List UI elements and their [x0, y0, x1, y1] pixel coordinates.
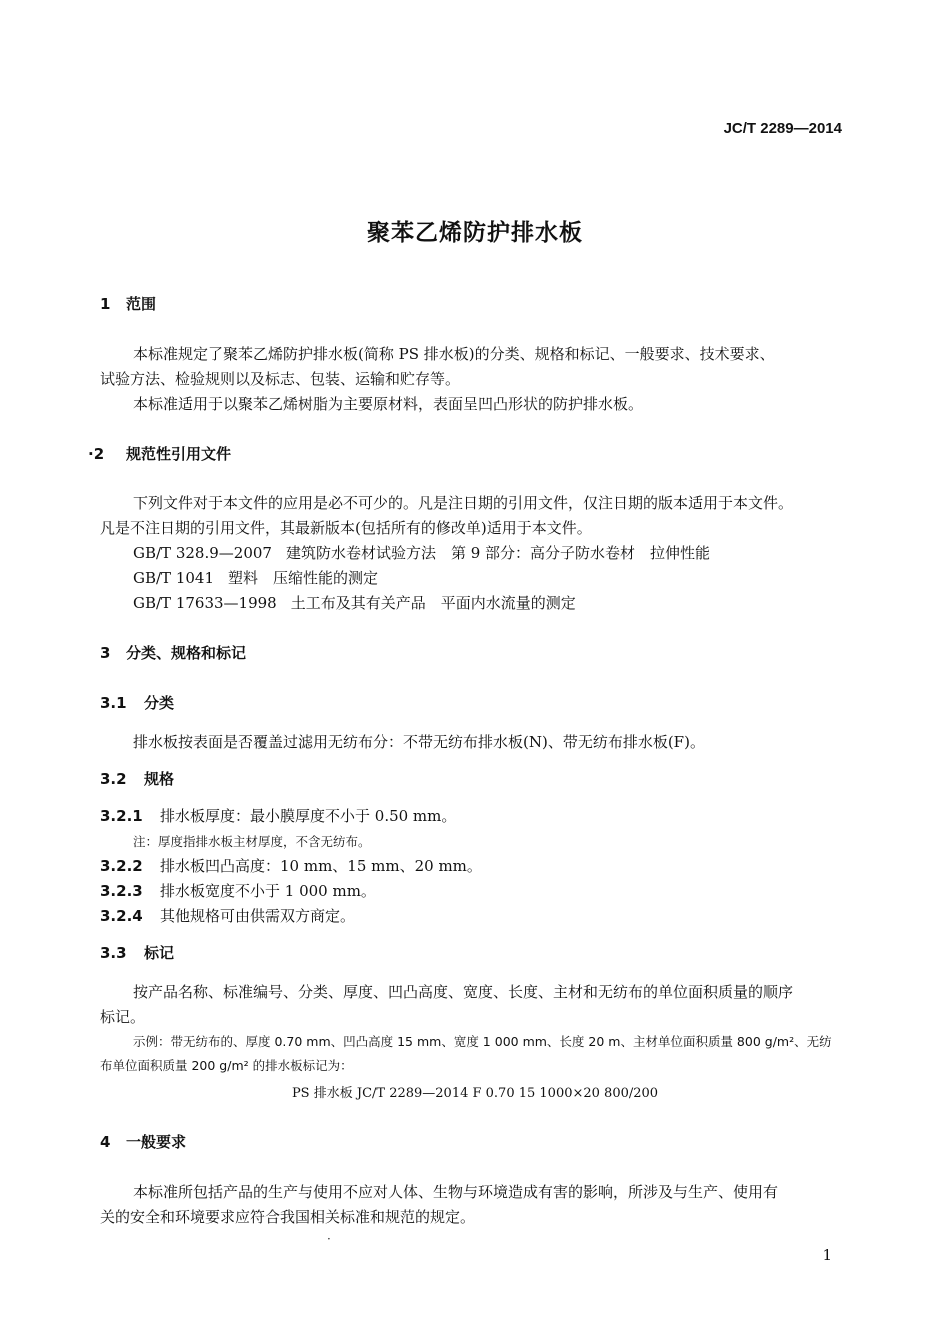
paragraph: 排水板按表面是否覆盖过滤用无纺布分：不带无纺布排水板(N)、带无纺布排水板(F)。 [133, 733, 705, 751]
section-title: 一般要求 [126, 1133, 187, 1151]
clause-text: 其他规格可由供需双方商定。 [160, 907, 356, 925]
section-number: 4 [100, 1133, 111, 1151]
clause-text: 排水板宽度不小于 1 000 mm。 [160, 882, 376, 900]
clause-number: 3.2.1 [100, 807, 143, 825]
section-3-3-heading [100, 942, 174, 963]
section-number: 3.3 [100, 944, 127, 962]
reference-item [133, 567, 378, 588]
clause-text: 排水板厚度：最小膜厚度不小于 0.50 mm。 [160, 807, 457, 825]
standard-code: JC/T 2289—2014 [723, 120, 842, 137]
clause-number: 3.2.4 [100, 907, 143, 925]
section-number: 1 [100, 295, 111, 313]
section-4-heading [100, 1131, 186, 1152]
reference-title: 土工布及其有关产品 平面内水流量的测定 [290, 594, 576, 612]
example-continued: 布单位面积质量 200 g/m² 的排水板标记为： [100, 1058, 353, 1073]
section-title: 分类 [144, 694, 175, 712]
paragraph-continued: 凡是不注日期的引用文件，其最新版本(包括所有的修改单)适用于本文件。 [100, 519, 592, 537]
paragraph: 按产品名称、标准编号、分类、厚度、凹凸高度、宽度、长度、主材和无纺布的单位面积质量的顺序 [133, 983, 794, 1001]
paragraph: 本标准适用于以聚苯乙烯树脂为主要原材料，表面呈凹凸形状的防护排水板。 [133, 395, 644, 413]
section-number: ·2 [88, 445, 105, 463]
spec-item [100, 880, 376, 901]
section-number: 3.1 [100, 694, 127, 712]
reference-code: GB/T 328.9—2007 [133, 544, 272, 562]
paragraph: 下列文件对于本文件的应用是必不可少的。凡是注日期的引用文件，仅注日期的版本适用于本文件。 [133, 494, 794, 512]
reference-code: GB/T 17633—1998 [133, 594, 277, 612]
clause-number: 3.2.2 [100, 857, 143, 875]
section-title: 标记 [144, 944, 175, 962]
section-3-heading [100, 642, 246, 663]
paragraph-continued: 试验方法、检验规则以及标志、包装、运输和贮存等。 [100, 370, 461, 388]
note: 注：厚度指排水板主材厚度，不含无纺布。 [133, 834, 371, 849]
section-1-heading [100, 293, 156, 314]
spec-item [100, 905, 355, 926]
section-title: 范围 [126, 295, 157, 313]
clause-number: 3.2.3 [100, 882, 143, 900]
scan-speck: · [327, 1232, 331, 1246]
section-3-1-heading [100, 692, 174, 713]
paragraph-continued: 标记。 [100, 1008, 146, 1026]
reference-item [133, 592, 576, 613]
section-3-2-heading [100, 768, 174, 789]
marking-example: PS 排水板 JC/T 2289—2014 F 0.70 15 1000×20 800/200 [291, 1086, 659, 1101]
section-title: 分类、规格和标记 [126, 644, 247, 662]
section-title: 规格 [144, 770, 175, 788]
section-number: 3.2 [100, 770, 127, 788]
reference-item [133, 542, 710, 563]
section-number: 3 [100, 644, 111, 662]
reference-title: 塑料 压缩性能的测定 [228, 569, 379, 587]
example: 示例：带无纺布的、厚度 0.70 mm、凹凸高度 15 mm、宽度 1 000 mm、长度 20 m、主材单位面积质量 800 g/m²、无纺 [133, 1034, 832, 1049]
paragraph: 本标准所包括产品的生产与使用不应对人体、生物与环境造成有害的影响，所涉及与生产、使用有 [133, 1183, 779, 1201]
paragraph-continued: 关的安全和环境要求应符合我国相关标准和规范的规定。 [100, 1208, 476, 1226]
document-title: 聚苯乙烯防护排水板 [367, 220, 583, 246]
page-number: 1 [822, 1246, 832, 1264]
spec-item [100, 855, 482, 876]
paragraph: 本标准规定了聚苯乙烯防护排水板(简称 PS 排水板)的分类、规格和标记、一般要求、技术要求、 [133, 345, 775, 363]
spec-item [100, 805, 456, 826]
reference-title: 建筑防水卷材试验方法 第 9 部分：高分子防水卷材 拉伸性能 [285, 544, 711, 562]
section-title: 规范性引用文件 [126, 445, 232, 463]
section-2-heading [88, 443, 231, 464]
clause-text: 排水板凹凸高度：10 mm、15 mm、20 mm。 [160, 857, 482, 875]
reference-code: GB/T 1041 [133, 569, 215, 587]
